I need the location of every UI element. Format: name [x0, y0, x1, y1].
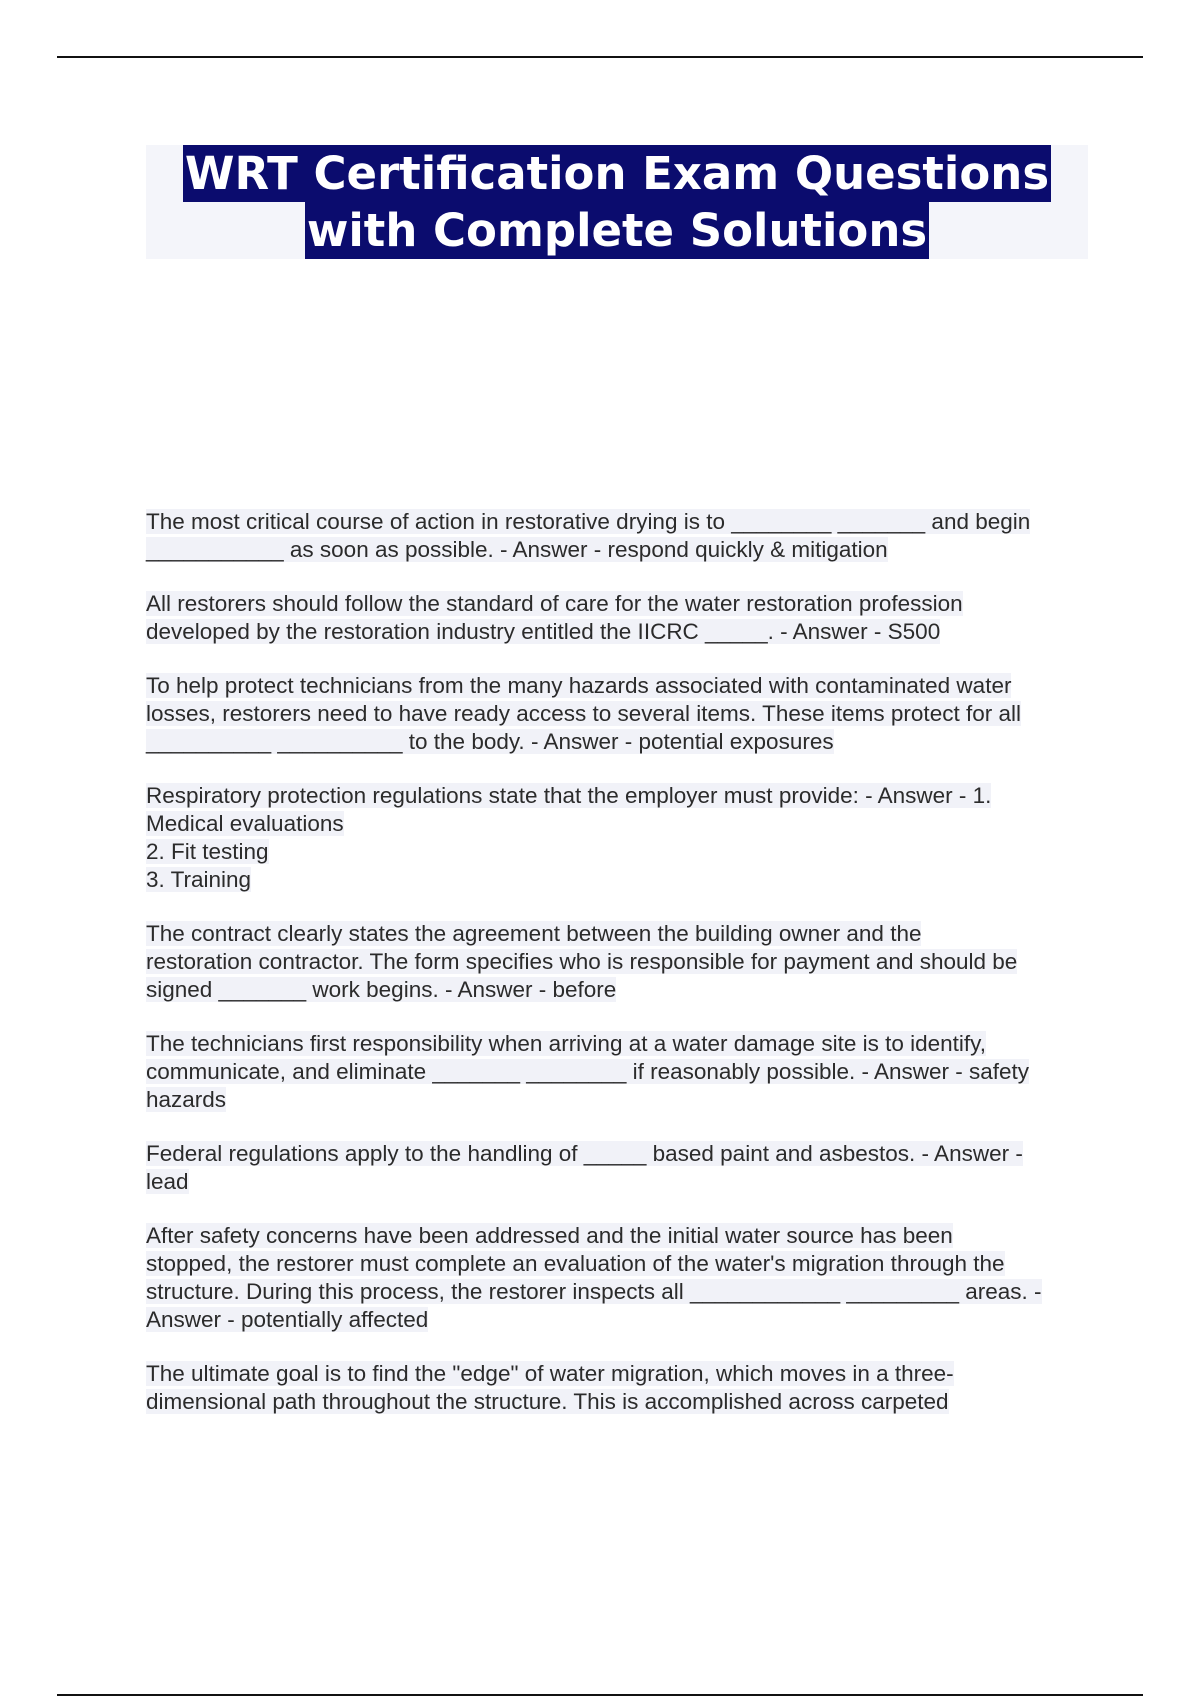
qa-line — [146, 1388, 1086, 1416]
qa-item — [146, 1360, 1086, 1416]
qa-line — [146, 1058, 1086, 1086]
qa-item — [146, 1222, 1086, 1334]
qa-text: developed by the restoration industry entitled the IICRC _____. - Answer - S500 — [146, 619, 941, 644]
qa-line — [146, 1306, 1086, 1334]
qa-text: The most critical course of action in restorative drying is to ________ _______ and begin — [146, 509, 1031, 534]
qa-text: After safety concerns have been addressed and the initial water source has been — [146, 1223, 953, 1248]
qa-item — [146, 508, 1086, 564]
qa-line — [146, 1360, 1086, 1388]
qa-text: The contract clearly states the agreement between the building owner and the — [146, 921, 922, 946]
qa-line — [146, 1030, 1086, 1058]
qa-text: Respiratory protection regulations state that the employer must provide: - Answer - 1. — [146, 783, 992, 808]
qa-item — [146, 920, 1086, 1004]
qa-text: losses, restorers need to have ready access to several items. These items protect for all — [146, 701, 1021, 726]
qa-text: ___________ as soon as possible. - Answer - respond quickly & mitigation — [146, 537, 888, 562]
qa-text: The ultimate goal is to find the "edge" of water migration, which moves in a three- — [146, 1361, 954, 1386]
qa-item — [146, 1140, 1086, 1196]
qa-text: __________ __________ to the body. - Answer - potential exposures — [146, 729, 834, 754]
qa-text: lead — [146, 1169, 189, 1194]
qa-line — [146, 700, 1086, 728]
title-line-1: WRT Certification Exam Questions — [184, 147, 1050, 200]
qa-line — [146, 618, 1086, 646]
top-rule — [57, 56, 1143, 58]
qa-text: stopped, the restorer must complete an evaluation of the water's migration through the — [146, 1251, 1005, 1276]
qa-text: signed _______ work begins. - Answer - before — [146, 977, 617, 1002]
qa-line — [146, 976, 1086, 1004]
qa-line — [146, 1168, 1086, 1196]
qa-line — [146, 672, 1086, 700]
qa-line — [146, 838, 1086, 866]
qa-line — [146, 782, 1086, 810]
qa-line — [146, 948, 1086, 976]
qa-line — [146, 1086, 1086, 1114]
qa-line — [146, 590, 1086, 618]
qa-line — [146, 1222, 1086, 1250]
qa-text: Medical evaluations — [146, 811, 344, 836]
qa-text: All restorers should follow the standard of care for the water restoration profession — [146, 591, 963, 616]
qa-text: 3. Training — [146, 867, 252, 892]
title-line-2: with Complete Solutions — [306, 204, 928, 257]
qa-item — [146, 672, 1086, 756]
qa-text: hazards — [146, 1087, 227, 1112]
qa-line — [146, 508, 1086, 536]
qa-item — [146, 782, 1086, 894]
qa-text: To help protect technicians from the many hazards associated with contaminated water — [146, 673, 1012, 698]
qa-text: dimensional path throughout the structure. This is accomplished across carpeted — [146, 1389, 949, 1414]
qa-list — [146, 508, 1086, 1442]
qa-line — [146, 920, 1086, 948]
qa-item — [146, 590, 1086, 646]
qa-text: communicate, and eliminate _______ ________ if reasonably possible. - Answer - safety — [146, 1059, 1030, 1084]
qa-item — [146, 1030, 1086, 1114]
qa-text: restoration contractor. The form specifies who is responsible for payment and should be — [146, 949, 1018, 974]
qa-line — [146, 810, 1086, 838]
bottom-rule — [57, 1694, 1143, 1696]
qa-line — [146, 536, 1086, 564]
qa-text: The technicians first responsibility when arriving at a water damage site is to identify, — [146, 1031, 986, 1056]
qa-line — [146, 866, 1086, 894]
document-title — [146, 145, 1088, 259]
qa-text: structure. During this process, the restorer inspects all ____________ _________ areas. - — [146, 1279, 1042, 1304]
qa-line — [146, 1278, 1086, 1306]
qa-text: Answer - potentially affected — [146, 1307, 429, 1332]
qa-line — [146, 1140, 1086, 1168]
qa-text: 2. Fit testing — [146, 839, 269, 864]
qa-text: Federal regulations apply to the handling of _____ based paint and asbestos. - Answer - — [146, 1141, 1023, 1166]
qa-line — [146, 1250, 1086, 1278]
qa-line — [146, 728, 1086, 756]
